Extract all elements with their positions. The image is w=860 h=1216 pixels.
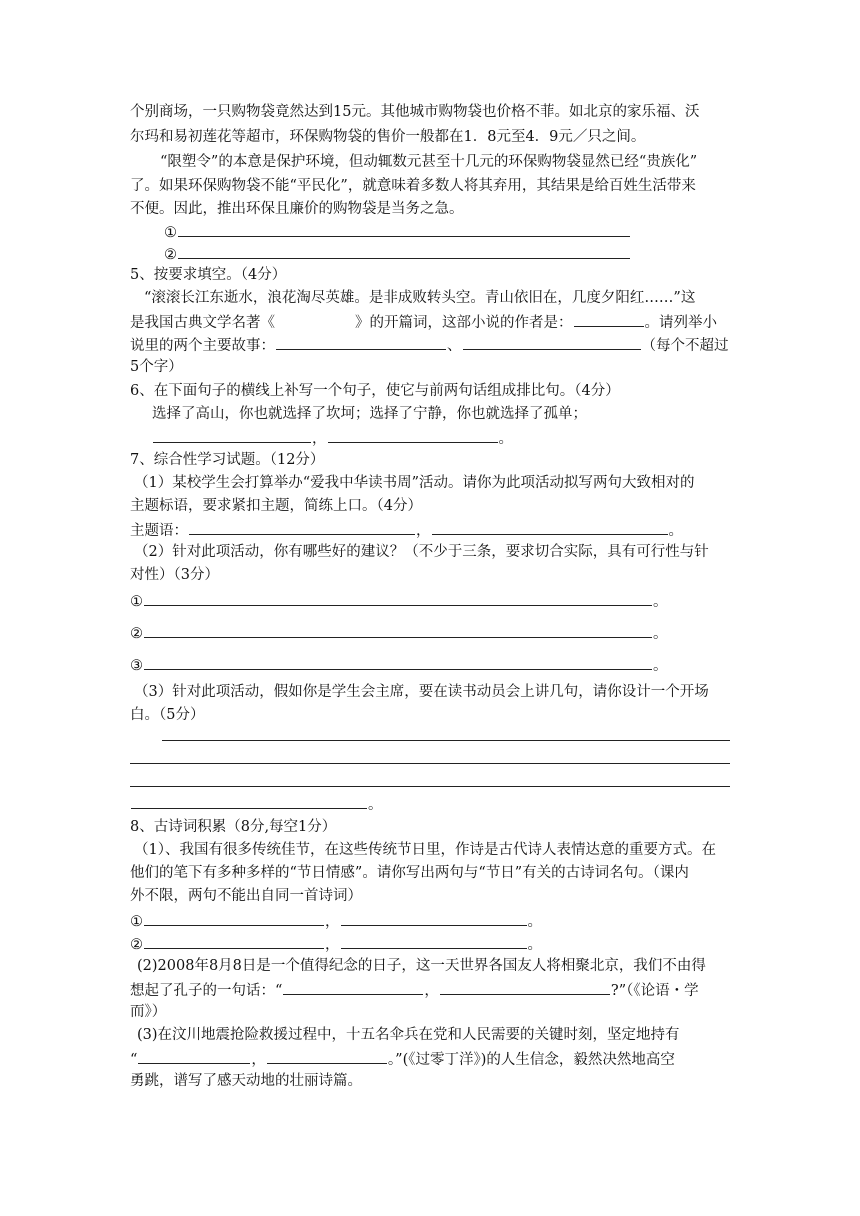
paragraph-line [130,979,730,1001]
text-line: (2)2008年8月8日是一个值得纪念的日子，这一天世界各国友人将相聚北京，我们不由得 [137,958,706,974]
label: 主题语： [130,523,188,539]
text-line: 。 [653,658,668,674]
answer-blank[interactable] [144,933,324,949]
writing-line[interactable] [130,763,730,764]
paragraph-line [130,199,730,219]
text-line: ， [325,937,340,953]
answer-line-2 [130,622,730,644]
text-line: 5个字） [130,359,183,375]
answer-blank[interactable] [432,519,668,535]
paragraph-line [130,1048,730,1070]
paragraph-line [130,102,730,122]
text-line: ， [416,523,431,539]
paragraph-line [130,176,730,196]
text-line: 。 [498,431,513,447]
question-title: 7、综合性学习试题。（12分） [130,452,325,468]
paragraph-line [130,1002,730,1022]
paragraph-line [130,311,730,333]
answer-blank[interactable] [341,910,527,926]
text-line: 尔玛和易初莲花等超市，环保购物袋的售价一般都在1．8元至4．9元／只之间。 [130,129,646,145]
paragraph-line [130,127,730,147]
answer-blank[interactable] [178,221,630,237]
circled-number: ② [130,626,143,642]
text-line: ， [312,431,327,447]
answer-blank[interactable] [153,427,311,443]
circled-number: ① [130,914,143,930]
text-line: 不便。因此，推出环保且廉价的购物袋是当务之急。 [130,201,464,217]
paragraph-line [152,404,752,424]
answer-blank[interactable] [131,793,367,809]
text-line: ， [325,914,340,930]
text-line: 他们的笔下有多种多样的“节日情感”。请你写出两句与“节日”有关的古诗词名句。（课内 [130,865,689,881]
writing-line[interactable] [130,786,730,787]
question-title: 5、按要求填空。（4分） [130,267,287,283]
paragraph-line [134,473,734,493]
answer-blank[interactable] [276,334,446,350]
circled-number: ① [130,594,143,610]
text-line: 。 [527,937,542,953]
question-6-heading [130,381,730,401]
text-line: “滚滚长江东逝水，浪花淘尽英雄。是非成败转头空。青山依旧在，几度夕阳红……”这 [144,290,696,306]
writing-line[interactable] [162,740,730,741]
question-7-heading [130,450,730,470]
text-line: 个别商场，一只购物袋竟然达到15元。其他城市购物袋也价格不菲。如北京的家乐福、沃 [130,104,700,120]
paragraph-line [134,542,734,562]
text-line: 选择了高山，你也就选择了坎坷；选择了宁静，你也就选择了孤单； [152,406,587,422]
text-line: （3）针对此项活动，假如你是学生会主席，要在读书动员会上讲几句，请你设计一个开场 [134,684,709,700]
paragraph-line [130,334,730,356]
answer-blank[interactable] [440,979,610,995]
question-title: 6、在下面句子的横线上补写一个句子，使它与前两句话组成排比句。（4分） [130,383,620,399]
answer-blank[interactable] [144,590,652,606]
paragraph-line [130,705,730,725]
text-line: 说里的两个主要故事： [130,338,275,354]
answer-blank[interactable] [189,519,415,535]
text-line: 主题标语，要求紧扣主题，简练上口。（4分） [130,498,422,514]
text-line: ?”（《论语・学 [610,983,699,999]
answer-blank[interactable] [178,243,630,259]
question-5-heading [130,265,730,285]
question-8-heading [130,817,730,837]
circled-number: ② [130,937,143,953]
text-line: （2）针对此项活动，你有哪些好的建议？（不少于三条，要求切合实际，具有可行性与针 [134,544,709,560]
text-line: (3)在汶川地震抢险救援过程中，十五名伞兵在党和人民需要的关键时刻，坚定地持有 [137,1027,680,1043]
answer-blank[interactable] [144,910,324,926]
text-line: 。 [653,594,668,610]
answer-line-2 [130,933,730,955]
text-line: 、 [447,338,462,354]
paragraph-line [137,956,737,976]
paragraph-line [134,682,734,702]
answer-line [130,793,730,815]
text-line: 。 [368,797,383,813]
answer-blank[interactable] [463,334,641,350]
paragraph-line [130,863,730,883]
answer-blank[interactable] [144,622,652,638]
text-line: “ [130,1052,138,1068]
circled-number: ② [164,247,177,263]
paragraph-line [130,357,730,377]
answer-line [130,519,730,541]
text-line: “限塑令”的本意是保护环境，但动辄数元甚至十几元的环保购物袋显然已经“贵族化” [160,154,698,170]
answer-blank[interactable] [328,427,498,443]
text-line: 是我国古典文学名著《 [130,315,275,331]
answer-line-2 [164,243,764,265]
text-line: 想起了孔子的一句话：“ [130,983,283,999]
answer-line-1 [130,590,730,612]
text-line: 。 [527,914,542,930]
text-line: 。请列举小 [644,315,717,331]
paragraph-line [130,886,730,906]
answer-blank[interactable] [267,1048,387,1064]
text-line: 而》） [130,1004,167,1020]
text-line: ， [424,983,439,999]
answer-line [152,427,752,449]
text-line: 白。（5分） [130,707,205,723]
answer-line-3 [130,654,730,676]
paragraph-line [160,152,760,172]
text-line: ， [251,1052,266,1068]
paragraph-line [134,840,734,860]
answer-blank[interactable] [283,979,423,995]
question-title: 8、古诗词积累（8分,每空1分） [130,819,337,835]
answer-line-1 [130,910,730,932]
text-line: 》的开篇词，这部小说的作者是： [355,315,573,331]
paragraph-line [130,496,730,516]
text-line: （1）、我国有很多传统佳节，在这些传统节日里，作诗是古代诗人表情达意的重要方式。在 [134,842,716,858]
paragraph-line [137,1025,737,1045]
text-line: 了。如果环保购物袋不能“平民化”，就意味着多数人将其弃用，其结果是给百姓生活带来 [130,178,696,194]
answer-blank[interactable] [138,1048,250,1064]
answer-blank[interactable] [144,654,652,670]
text-line: 外不限，两句不能出自同一首诗词） [130,888,362,904]
answer-line-1 [164,221,764,243]
text-line: 勇跳，谱写了感天动地的壮丽诗篇。 [130,1073,362,1089]
circled-number: ③ [130,658,143,674]
circled-number: ① [164,225,177,241]
paragraph-line [130,1071,730,1091]
answer-blank[interactable] [574,311,644,327]
text-line: （1）某校学生会打算举办“爱我中华读书周”活动。请你为此项活动拟写两句大致相对的 [134,475,695,491]
text-line: 。”(《过零丁洋》)的人生信念，毅然决然地高空 [387,1052,675,1068]
text-line: （每个不超过 [641,338,729,354]
paragraph-line [144,288,744,308]
text-line: 。 [668,523,683,539]
text-line: 对性）（3分） [130,567,219,583]
answer-blank[interactable] [341,933,527,949]
text-line: 。 [653,626,668,642]
paragraph-line [130,565,730,585]
